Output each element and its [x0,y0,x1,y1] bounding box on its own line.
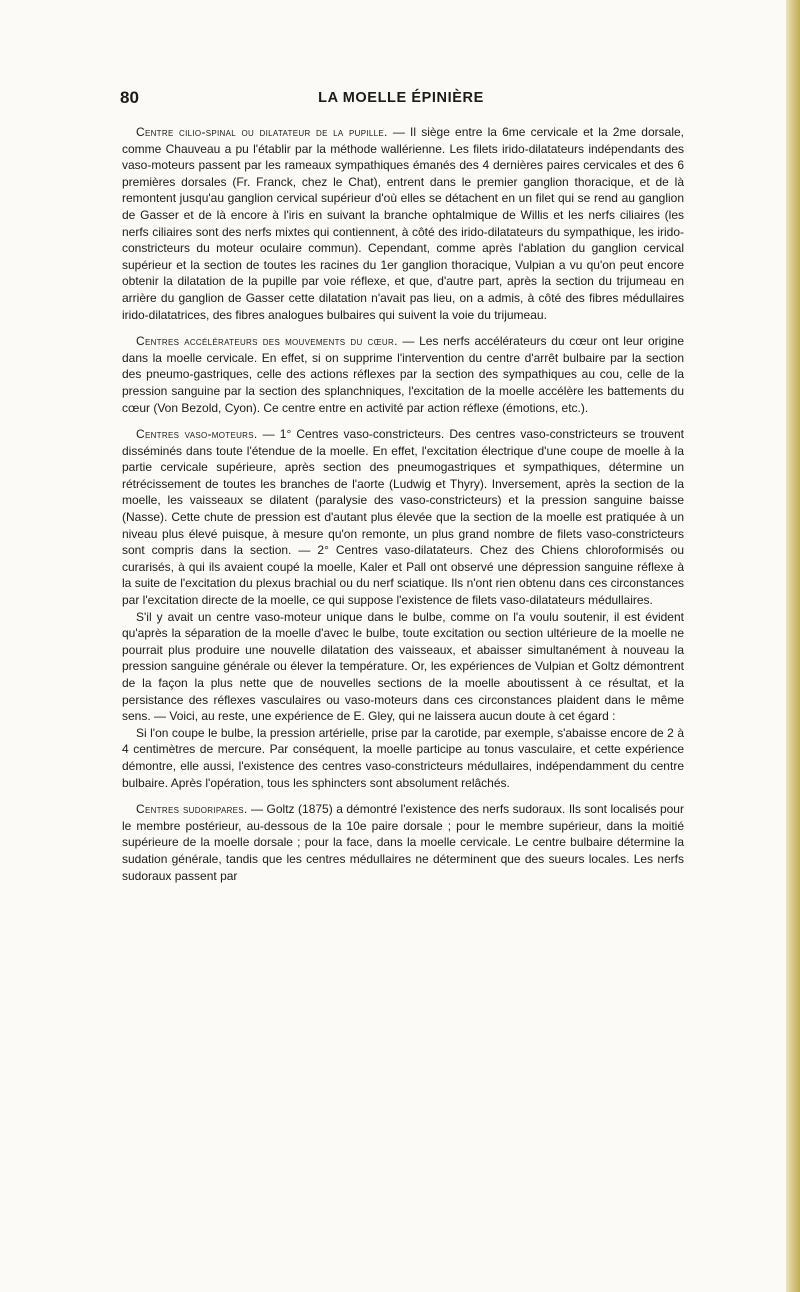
paragraph-sudoripares [122,801,684,884]
page-number: 80 [120,88,139,107]
paragraph-gley-experience [122,725,684,791]
paragraph-accelerateurs [122,333,684,416]
paragraph-text: — 1° Centres vaso-constricteurs. Des centres vaso-constricteurs se trouvent disséminés dans toute l'étendue de la moelle. En effet, l'excitation électrique d'une coupe de moelle à la partie cervicale supérieure, après section des pneumogastriques et sympathiques, détermine un rétrécissement de toutes les branches de l'aorte (Ludwig et Thyry). Inversement, après la section de la moelle, les vaisseaux se dilatent (paralysie des vaso-constricteurs) et la pression sanguine baisse (Nasse). Cette chute de pression est d'autant plus élevée que la section de la moelle est pratiquée à un niveau plus élevé puisque, à mesure qu'on remonte, un plus grand nombre de filets vaso-constricteurs sont compris dans la section. — 2° Centres vaso-dilatateurs. Chez des Chiens chloroformisés ou curarisés, à qui ils avaient coupé la moelle, Kaler et Pall ont observé une dépression sanguine réflexe à la suite de l'excitation du plexus brachial ou du nerf sciatique. Ils n'ont rien obtenu dans ces circonstances par l'excitation directe de la moelle, ce qui suppose l'existence de filets vaso-dilatateurs médullaires. [122,427,684,608]
paragraph-vaso-moteurs [122,426,684,609]
paragraph-text: Si l'on coupe le bulbe, la pression artérielle, prise par la carotide, par exemple, s'abaisse encore de 2 à 4 centimètres de mercure. Par conséquent, la moelle participe au tonus vasculaire, et cette expérience démontre, elle aussi, l'existence des centres vaso-constricteurs médullaires, indépendamment du centre bulbaire. Après l'opération, tous les sphincters sont absolument relâchés. [122,725,684,790]
body-text [122,124,684,894]
paragraph-text: S'il y avait un centre vaso-moteur unique dans le bulbe, comme on l'a voulu soutenir, il est évident qu'après la séparation de la moelle d'avec le bulbe, toute excitation ou section ultérieure de la moelle ne pourrait plus produire une nouvelle dilatation des vaisseaux, et abaisser simultanément à nouveau la pression sanguine générale ou élever la température. Or, les expériences de Vulpian et Goltz démontrent de la façon la plus nette que de nouvelles sections de la moelle aboutissent à ce résultat, et la persistance des réflexes vasculaires ou vaso-moteurs dans ces circonstances plaident dans le même sens. — Voici, au reste, une expérience de E. Gley, qui ne laissera aucun doute à cet égard : [122,609,684,724]
paragraph-cilio-spinal [122,124,684,323]
section-lead-cilio-spinal: Centre cilio-spinal ou dilatateur de la pupille. [136,125,388,139]
page-edge [786,0,800,1292]
paragraph-text: — Les nerfs accélérateurs du cœur ont leur origine dans la moelle cervicale. En effet, si on supprime l'intervention du centre d'arrêt bulbaire par la section des pneumo-gastriques, celle des actions réflexes par la section des sympathiques au cou, celle de la pression sanguine par la section des splanchniques, l'excitation de la moelle accélère les battements du cœur (Von Bezold, Cyon). Ce centre entre en activité par action réflexe (émotions, etc.). [122,334,685,415]
page-header [120,88,682,112]
section-lead-vaso-moteurs: Centres vaso-moteurs. [136,427,258,442]
paragraph-text: — Goltz (1875) a démontré l'existence des nerfs sudoraux. Ils sont localisés pour le membre postérieur, au-dessous de la 10e paire dorsale ; pour le membre supérieur, dans la moitié supérieure de la moelle dorsale ; pour la face, dans la moelle cervicale. Le centre bulbaire détermine la sudation générale, tandis que les centres médullaires ne déterminent que des sueurs locales. Les nerfs sudoraux passent par [122,802,684,883]
section-lead-accelerateurs: Centres accélérateurs des mouvements du cœur. [136,334,398,349]
section-lead-sudoripares: Centres sudoripares. [136,802,248,817]
paragraph-text: — Il siège entre la 6me cervicale et la 2me dorsale, comme Chauveau a pu l'établir par la méthode wallérienne. Les filets irido-dilatateurs indépendants des vaso-moteurs passent par les rameaux sympathiques émanés des 4 dernières paires cervicales et des 6 premières dorsales (Fr. Franck, chez le Chat), entrent dans le premier ganglion thoracique, et de là remontent jusqu'au ganglion cervical supérieur d'où elles se détachent en un filet qui se rend au ganglion de Gasser et de là encore à l'iris en suivant la branche ophtalmique de Willis et les nerfs ciliaires (les nerfs ciliaires sont des nerfs mixtes qui contiennent, à côté des irido-dilatateurs du sympathique, les irido-constricteurs du moteur oculaire commun). Cependant, comme après l'ablation du ganglion cervical supérieur et la section de toutes les racines du 1er ganglion thoracique, Vulpian a vu qu'on peut encore obtenir la dilatation de la pupille par voie réflexe, et que, d'autre part, après la section du trijumeau en arrière du ganglion de Gasser cette dilatation n'avait pas lieu, on a admis, à côté des fibres médullaires irido-dilatatrices, des fibres analogues bulbaires qui suivent la voie du trijumeau. [122,125,684,322]
running-title: LA MOELLE ÉPINIÈRE [318,90,484,106]
paragraph-centre-unique [122,609,684,725]
